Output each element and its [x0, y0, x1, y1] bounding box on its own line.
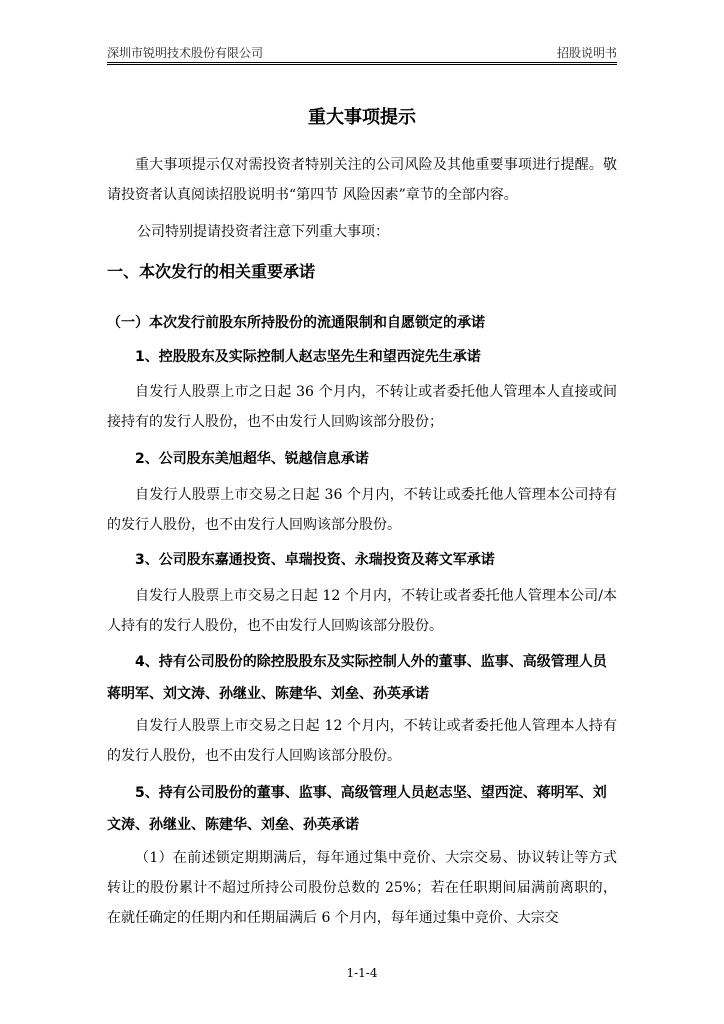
item-heading-1: 1、控股股东及实际控制人赵志坚先生和望西淀先生承诺 — [135, 349, 481, 365]
header-divider — [107, 62, 617, 63]
intro-notice: 公司特别提请投资者注意下列重大事项： — [137, 224, 389, 240]
item-heading-3: 3、公司股东嘉通投资、卓瑞投资、永瑞投资及蒋文军承诺 — [135, 552, 495, 568]
header-document-type: 招股说明书 — [556, 46, 617, 60]
item-heading-4: 4、持有公司股份的除控股股东及实际控制人外的董事、监事、高级管理人员蒋明军、刘文涛、孙继业、陈建华、刘垒、孙英承诺 — [107, 654, 607, 702]
item-text-5: （1）在前述锁定期期满后，每年通过集中竞价、大宗交易、协议转让等方式转让的股份累计不超过所持公司股份总数的 25%；若在任职期间届满前离职的，在就任确定的任期内和任期届满后 6 个月内，每年通过集中竞价、大宗交 — [107, 850, 617, 926]
item-text-3: 自发行人股票上市交易之日起 12 个月内，不转让或者委托他人管理本公司/本人持有的发行人股份，也不由发行人回购该部分股份。 — [107, 588, 617, 634]
header-divider-secondary — [107, 64, 617, 65]
page-header — [107, 42, 617, 62]
item-text-1: 自发行人股票上市之日起 36 个月内，不转让或者委托他人管理本人直接或间接持有的发行人股份，也不由发行人回购该部分股份； — [107, 384, 617, 430]
intro-paragraph: 重大事项提示仅对需投资者特别关注的公司风险及其他重要事项进行提醒。敬请投资者认真阅读招股说明书“第四节 风险因素”章节的全部内容。 — [107, 157, 617, 203]
item-text-4: 自发行人股票上市交易之日起 12 个月内，不转让或者委托他人管理本人持有的发行人股份，也不由发行人回购该部分股份。 — [107, 718, 617, 764]
subsection-heading: （一）本次发行前股东所持股份的流通限制和自愿锁定的承诺 — [107, 315, 485, 331]
item-heading-2: 2、公司股东美旭超华、锐越信息承诺 — [135, 451, 369, 467]
section-heading: 一、本次发行的相关重要承诺 — [107, 262, 316, 281]
item-heading-5: 5、持有公司股份的董事、监事、高级管理人员赵志坚、望西淀、蒋明军、刘文涛、孙继业、陈建华、刘垒、孙英承诺 — [107, 785, 607, 833]
item-text-2: 自发行人股票上市交易之日起 36 个月内，不转让或委托他人管理本公司持有的发行人股份，也不由发行人回购该部分股份。 — [107, 487, 617, 533]
page-title: 重大事项提示 — [308, 107, 416, 128]
page-number: 1-1-4 — [346, 966, 378, 980]
header-company-name: 深圳市锐明技术股份有限公司 — [107, 46, 264, 60]
